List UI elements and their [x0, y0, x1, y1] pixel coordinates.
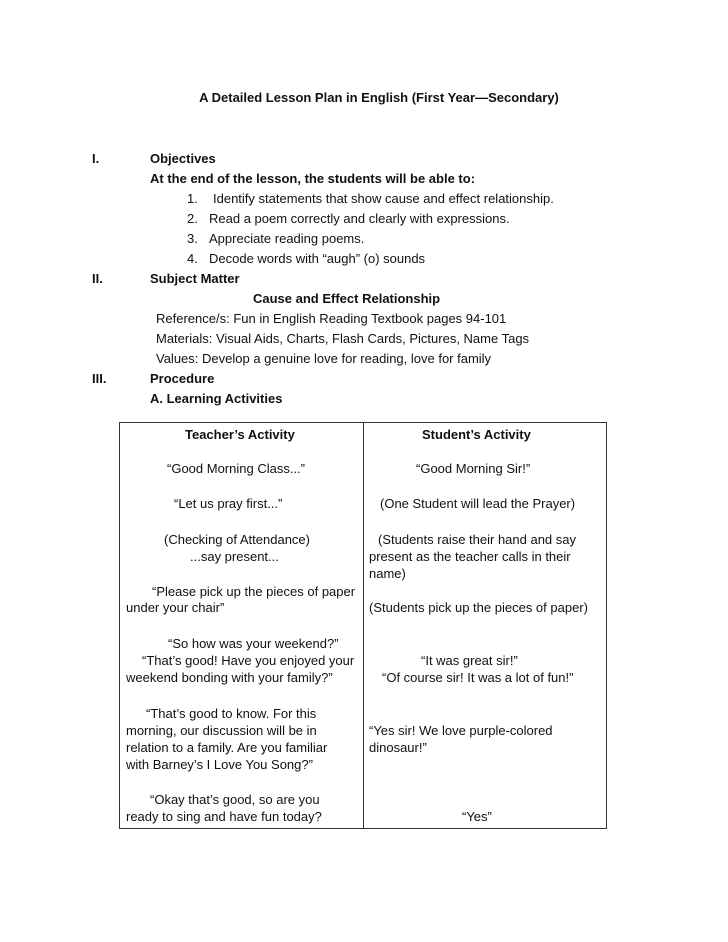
- section-numeral-subject-matter: II.: [92, 271, 103, 286]
- teacher-activity-column: [120, 423, 364, 829]
- table-header-student: Student’s Activity: [422, 427, 531, 442]
- student-line: “Good Morning Sir!”: [416, 461, 531, 476]
- section-heading-subject-matter: Subject Matter: [150, 271, 240, 286]
- section-heading-objectives: Objectives: [150, 151, 216, 166]
- subject-reference: Reference/s: Fun in English Reading Textbook pages 94-101: [156, 311, 507, 326]
- teacher-line: under your chair”: [126, 600, 225, 615]
- student-line: “Yes sir! We love purple-colored: [369, 723, 553, 738]
- objective-number: 4.: [187, 251, 198, 266]
- teacher-line: ...say present...: [190, 549, 279, 564]
- section-numeral-objectives: I.: [92, 151, 100, 166]
- objective-text: Identify statements that show cause and effect relationship.: [213, 191, 554, 206]
- teacher-line: morning, our discussion will be in: [126, 723, 317, 738]
- teacher-line: “Good Morning Class...”: [167, 461, 305, 476]
- student-activity-column: [364, 423, 607, 829]
- section-numeral-procedure: III.: [92, 371, 107, 386]
- teacher-line: (Checking of Attendance): [164, 532, 310, 547]
- page-title: A Detailed Lesson Plan in English (First Year—Secondary): [199, 90, 559, 105]
- teacher-line: weekend bonding with your family?”: [126, 670, 333, 685]
- objective-number: 2.: [187, 211, 198, 226]
- objective-text: Decode words with “augh” (o) sounds: [209, 251, 426, 266]
- student-line: “It was great sir!”: [421, 653, 518, 668]
- teacher-line: with Barney’s I Love You Song?”: [126, 757, 313, 772]
- student-line: (Students raise their hand and say: [378, 532, 577, 547]
- table-header-teacher: Teacher’s Activity: [185, 427, 295, 442]
- objectives-intro: At the end of the lesson, the students will be able to:: [150, 171, 476, 186]
- teacher-line: “Okay that’s good, so are you: [150, 792, 320, 807]
- objective-number: 3.: [187, 231, 198, 246]
- teacher-line: “Let us pray first...”: [174, 496, 283, 511]
- teacher-line: “So how was your weekend?”: [168, 636, 339, 651]
- teacher-line: “That’s good! Have you enjoyed your: [142, 653, 355, 668]
- student-line: dinosaur!”: [369, 740, 427, 755]
- student-line: “Yes”: [462, 809, 492, 824]
- student-line: (Students pick up the pieces of paper): [369, 600, 588, 615]
- section-heading-procedure: Procedure: [150, 371, 215, 386]
- objective-number: 1.: [187, 191, 198, 206]
- subject-values: Values: Develop a genuine love for reading, love for family: [156, 351, 492, 366]
- objective-text: Appreciate reading poems.: [209, 231, 365, 246]
- teacher-line: “That’s good to know. For this: [146, 706, 317, 721]
- subject-topic: Cause and Effect Relationship: [253, 291, 441, 306]
- student-line: “Of course sir! It was a lot of fun!”: [382, 670, 574, 685]
- student-line: present as the teacher calls in their: [369, 549, 571, 564]
- teacher-line: “Please pick up the pieces of paper: [152, 584, 356, 599]
- teacher-line: ready to sing and have fun today?: [126, 809, 322, 824]
- procedure-subheading: A. Learning Activities: [150, 391, 283, 406]
- teacher-line: relation to a family. Are you familiar: [126, 740, 328, 755]
- learning-activities-table: [119, 422, 607, 829]
- student-line: (One Student will lead the Prayer): [380, 496, 576, 511]
- objective-text: Read a poem correctly and clearly with expressions.: [209, 211, 510, 226]
- student-line: name): [369, 566, 406, 581]
- subject-materials: Materials: Visual Aids, Charts, Flash Cards, Pictures, Name Tags: [156, 331, 530, 346]
